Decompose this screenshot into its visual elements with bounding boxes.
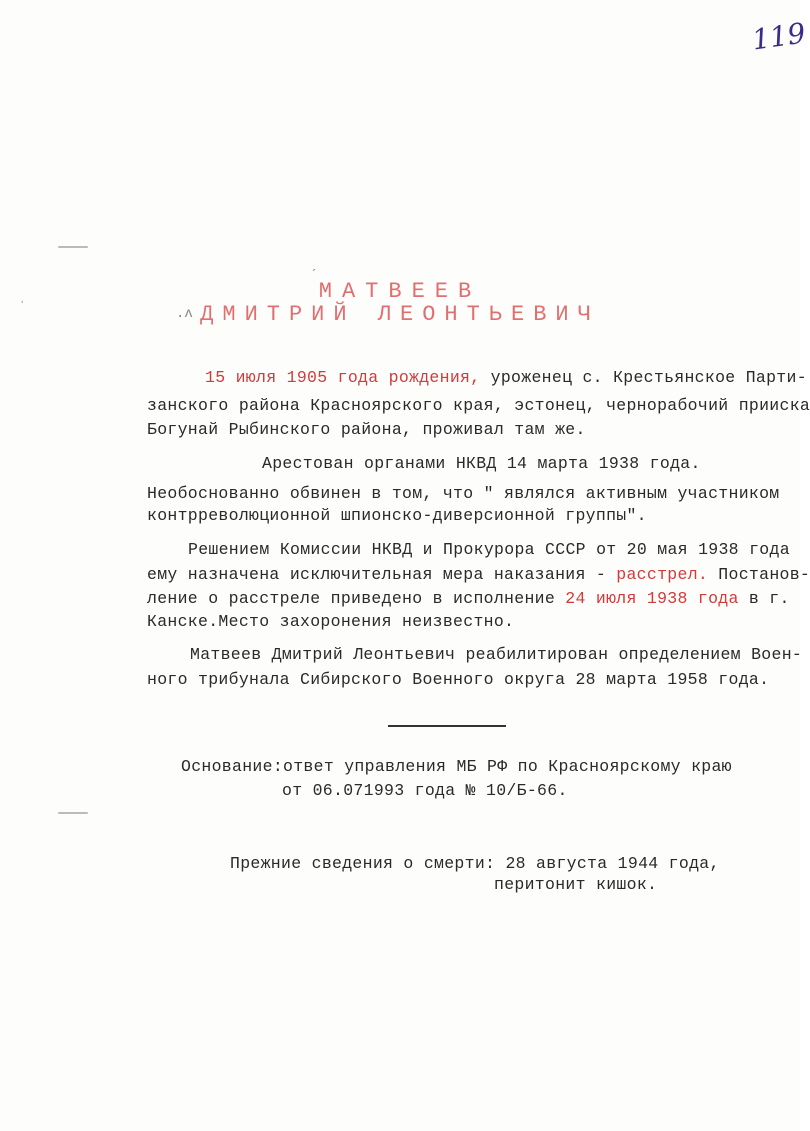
margin-mark: ˊ: [310, 268, 319, 284]
name-line-surname: МАТВЕЕВ: [318, 279, 482, 304]
paragraph-birth-line-1: 15 июля 1905 года рождения, уроженец с. Крестьянское Парти-: [205, 368, 807, 387]
margin-mark: .ʌ: [176, 306, 193, 322]
paragraph-rehabilitation-line-2: ного трибунала Сибирского Военного округа 28 марта 1958 года.: [147, 670, 770, 689]
basis-line-2: от 06.071993 года № 10/Б-66.: [282, 781, 568, 800]
name-line-given: ДМИТРИЙ ЛЕОНТЬЕВИЧ: [200, 302, 600, 327]
birth-date: 15 июля 1905 года рождения,: [205, 368, 481, 387]
paragraph-birth-line-3: Богунай Рыбинского района, проживал там же.: [147, 420, 586, 439]
paragraph-sentence-line-1: Решением Комиссии НКВД и Прокурора СССР от 20 мая 1938 года: [188, 540, 790, 559]
paragraph-rehabilitation-line-1: Матвеев Дмитрий Леонтьевич реабилитирован определением Воен-: [190, 645, 803, 664]
sentence-word: расстрел.: [616, 565, 709, 584]
prior-info-line-1: Прежние сведения о смерти: 28 августа 1944 года,: [230, 854, 720, 873]
paragraph-accusation-line-2: контрреволюционной шпионско-диверсионной группы".: [147, 506, 647, 525]
paragraph-sentence-line-2: ему назначена исключительная мера наказания - расстрел. Постанов-: [147, 565, 810, 584]
basis-line-1: Основание:ответ управления МБ РФ по Красноярскому краю: [181, 757, 732, 776]
page-number: 119: [749, 16, 808, 57]
punch-mark-bottom: [58, 812, 88, 814]
paragraph-arrest: Арестован органами НКВД 14 марта 1938 года.: [262, 454, 701, 473]
prior-info-line-2: перитонит кишок.: [494, 875, 658, 894]
execution-date: 24 июля 1938 года: [565, 589, 739, 608]
margin-mark: ˈ: [18, 300, 27, 316]
paragraph-accusation-line-1: Необоснованно обвинен в том, что " являлся активным участником: [147, 484, 780, 503]
punch-mark-top: [58, 246, 88, 248]
paragraph-birth-line-2: занского района Красноярского края, эстонец, чернорабочий прииска: [147, 396, 810, 415]
paragraph-sentence-line-4: Канске.Место захоронения неизвестно.: [147, 612, 515, 631]
separator-line: [388, 725, 506, 727]
paragraph-sentence-line-3: ление о расстреле приведено в исполнение 24 июля 1938 года в г.: [147, 589, 790, 608]
